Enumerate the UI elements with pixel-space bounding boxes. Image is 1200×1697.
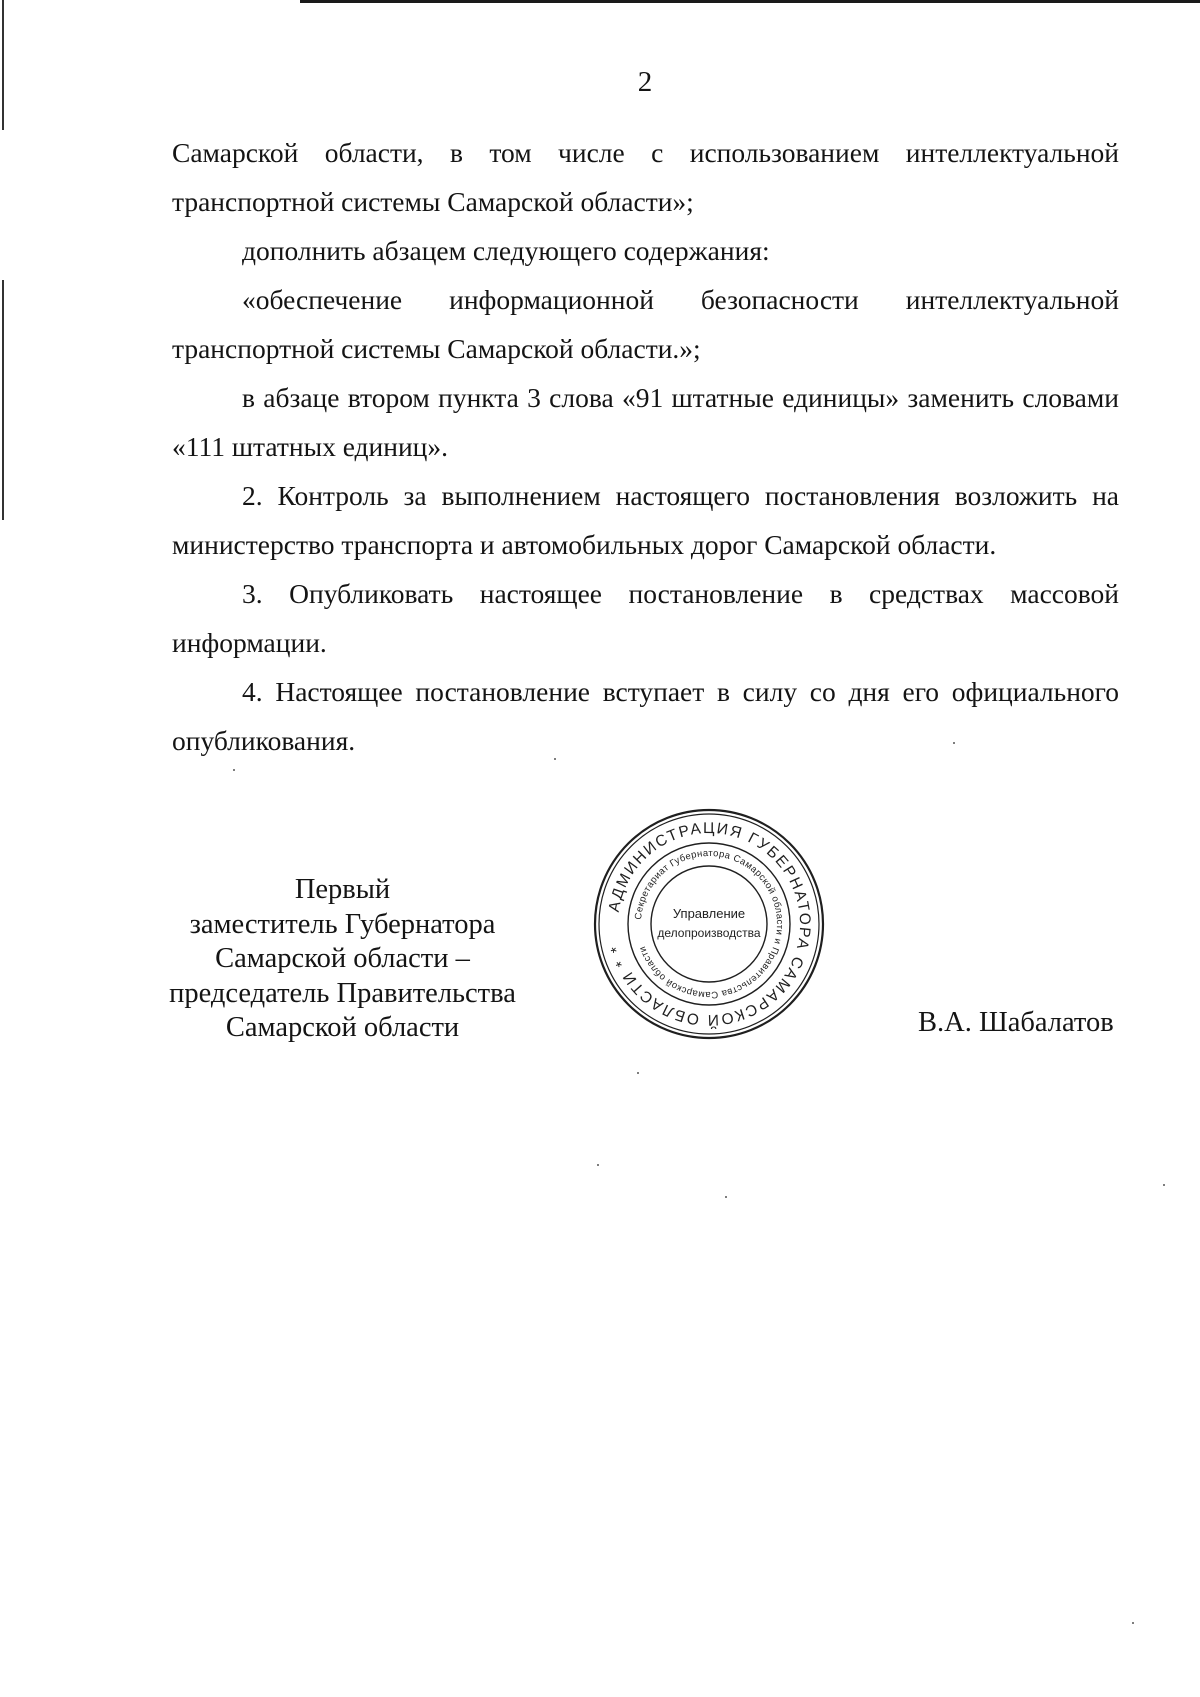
paragraph-amendment-intro: дополнить абзацем следующего содержания: bbox=[242, 235, 770, 266]
scan-margin-mark bbox=[2, 280, 4, 520]
scan-speck bbox=[554, 758, 556, 760]
seal-outer-border-inner bbox=[599, 814, 819, 1034]
signer-title-line: председатель Правительства bbox=[169, 977, 516, 1009]
signer-title-line: Самарской области bbox=[225, 1012, 460, 1043]
page-top-edge bbox=[300, 0, 1200, 3]
scan-speck bbox=[597, 1164, 599, 1166]
paragraph-item-2: 2. Контроль за выполнением настоящего постановления возложить на министерство транспорта и автомобильных дорог Самарской области. bbox=[172, 480, 1119, 560]
scan-speck bbox=[1132, 1622, 1134, 1624]
seal-outer-border bbox=[595, 810, 823, 1038]
signer-title-line: Самарской области – bbox=[215, 943, 470, 974]
seal-center-text: делопроизводства bbox=[657, 926, 761, 940]
scan-margin-mark bbox=[2, 0, 4, 130]
seal-center-text: Управление bbox=[672, 906, 746, 921]
signer-title bbox=[150, 873, 535, 1046]
seal-middle-ring bbox=[628, 843, 790, 1005]
signer-name: В.А. Шабалатов bbox=[918, 1007, 1114, 1038]
seal-inner-ring bbox=[651, 866, 767, 982]
scan-speck bbox=[1163, 1184, 1165, 1186]
scan-speck bbox=[725, 1196, 727, 1198]
signer-title-line: заместитель Губернатора bbox=[189, 908, 496, 940]
paragraph-amendment-text: «обеспечение информационной безопасности интеллектуальной транспортной системы Самарской области.»; bbox=[172, 284, 1119, 364]
scan-speck bbox=[953, 742, 955, 744]
seal-inner-text: Секретариат Губернатора Самарской области и Правительства Самарской области bbox=[633, 847, 786, 1001]
paragraph-item-4: 4. Настоящее постановление вступает в силу со дня его официального опубликования. bbox=[172, 676, 1119, 756]
seal-outer-text: АДМИНИСТРАЦИЯ ГУБЕРНАТОРА САМАРСКОЙ ОБЛАСТИ * * bbox=[605, 819, 814, 1029]
scan-speck bbox=[233, 769, 235, 771]
official-seal bbox=[593, 808, 825, 1040]
signer-title-line: Первый bbox=[294, 874, 391, 905]
paragraph-continuation: Самарской области, в том числе с использованием интеллектуальной транспортной системы Самарской области»; bbox=[172, 137, 1119, 217]
page-number: 2 bbox=[637, 66, 653, 98]
scan-speck bbox=[637, 1072, 639, 1074]
paragraph-item-3: 3. Опубликовать настоящее постановление в средствах массовой информации. bbox=[172, 578, 1119, 658]
document-body bbox=[172, 128, 1119, 765]
paragraph-staff-change: в абзаце втором пункта 3 слова «91 штатные единицы» заменить словами «111 штатных единиц». bbox=[172, 382, 1119, 462]
